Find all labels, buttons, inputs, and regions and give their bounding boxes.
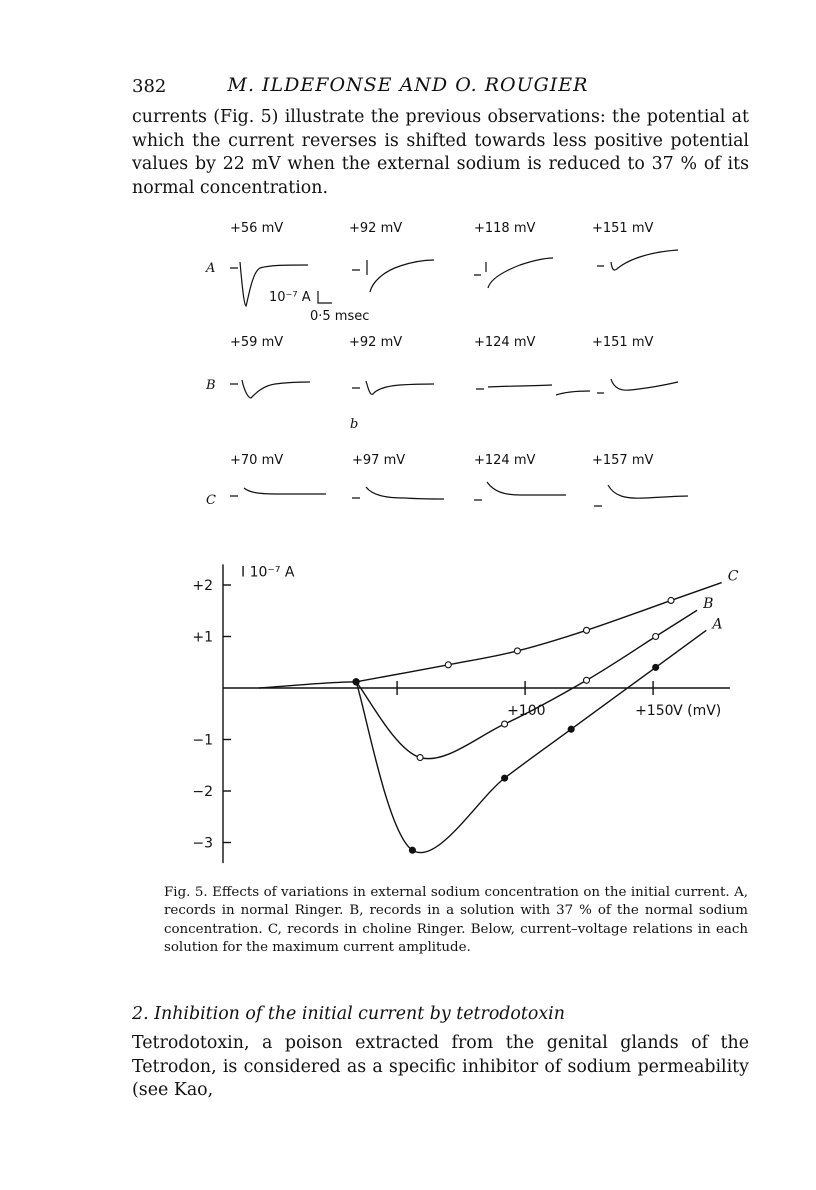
trace-a-151: [597, 250, 678, 270]
row-label: A: [206, 261, 216, 276]
scale-bar: [318, 291, 332, 303]
y-tick-label: +1: [192, 629, 213, 646]
trace-c-157: [594, 485, 688, 506]
data-point-c: [668, 597, 674, 603]
data-point-a: [568, 726, 574, 732]
voltage-label: +157 mV: [592, 453, 654, 468]
trace-b-151: [556, 379, 678, 395]
row-label: B: [206, 378, 216, 393]
scale-current-label: 10⁻⁷ A: [269, 290, 311, 305]
trace-panel: [205, 221, 654, 508]
y-tick-label: −2: [192, 784, 213, 800]
data-point-c: [584, 627, 590, 633]
voltage-label: +118 mV: [474, 221, 536, 236]
voltage-label: +97 mV: [352, 453, 406, 468]
series-label-c: C: [727, 568, 739, 585]
trace-b-124: [476, 385, 552, 389]
scale-time-label: 0·5 msec: [310, 309, 370, 324]
voltage-label: +59 mV: [230, 335, 284, 350]
series-line-c: [356, 583, 722, 682]
data-point-b: [417, 755, 423, 761]
shared-lead-in: [259, 682, 356, 688]
data-point-a: [409, 847, 415, 853]
figure-caption: Fig. 5. Effects of variations in external sodium concentration on the initial current. A, records in normal Ringer. B, records in a solution with 37 % of the normal sodium concentration. C, records in choline Ringer. Below, current–voltage relations in each solution for the maximum current amplitude.: [164, 885, 748, 956]
iv-chart: [192, 564, 738, 863]
voltage-label: +92 mV: [349, 335, 403, 350]
data-point-a: [653, 664, 659, 670]
body-paragraph: currents (Fig. 5) illustrate the previous observations: the potential at which the current reverses is shifted towards less positive potential values by 22 mV when the external sodium is reduced to 37 % of its normal concentration.: [132, 107, 749, 198]
voltage-label: +56 mV: [230, 221, 284, 236]
voltage-label: +124 mV: [474, 453, 536, 468]
chart-labels: [192, 564, 738, 851]
voltage-label: +124 mV: [474, 335, 536, 350]
data-point-b: [653, 634, 659, 640]
data-point-b: [502, 721, 508, 727]
section-heading: 2. Inhibition of the initial current by tetrodotoxin: [132, 1004, 565, 1024]
trace-c-97: [352, 487, 444, 499]
x-tick-label: +150: [635, 703, 674, 719]
trace-c-124: [474, 482, 566, 500]
trace-b-59: [230, 380, 310, 398]
running-head: M. ILDEFONSE AND O. ROUGIER: [227, 74, 589, 96]
voltage-label: +151 mV: [592, 335, 654, 350]
x-tick-label: +100: [507, 703, 546, 719]
chart-ticks: [223, 585, 653, 843]
data-point-a: [502, 775, 508, 781]
series-line-b: [356, 610, 697, 758]
series-line-a: [356, 630, 706, 852]
data-point-b: [584, 677, 590, 683]
voltage-label: +70 mV: [230, 453, 284, 468]
trace-a-92: [352, 260, 434, 292]
data-point-c: [445, 662, 451, 668]
row-label: C: [206, 493, 216, 508]
trace-a-118: [474, 258, 553, 288]
y-axis-label: I 10⁻⁷ A: [241, 564, 295, 581]
voltage-label: +92 mV: [349, 221, 403, 236]
y-tick-label: −3: [192, 835, 213, 852]
y-tick-label: +2: [192, 578, 213, 594]
series-label-a: A: [712, 616, 723, 633]
trace-b-92: [352, 381, 434, 394]
page-number: 382: [132, 76, 167, 97]
trace-c-70: [230, 488, 326, 496]
y-tick-label: −1: [192, 732, 213, 749]
trace-sublabel: b: [350, 417, 359, 432]
data-point-c: [514, 648, 520, 654]
x-axis-label: V (mV): [673, 703, 722, 719]
voltage-label: +151 mV: [592, 221, 654, 236]
series-label-b: B: [703, 596, 714, 613]
body-paragraph: Tetrodotoxin, a poison extracted from the genital glands of the Tetrodon, is considered as a specific inhibitor of sodium permeability (see Kao,: [132, 1033, 749, 1100]
